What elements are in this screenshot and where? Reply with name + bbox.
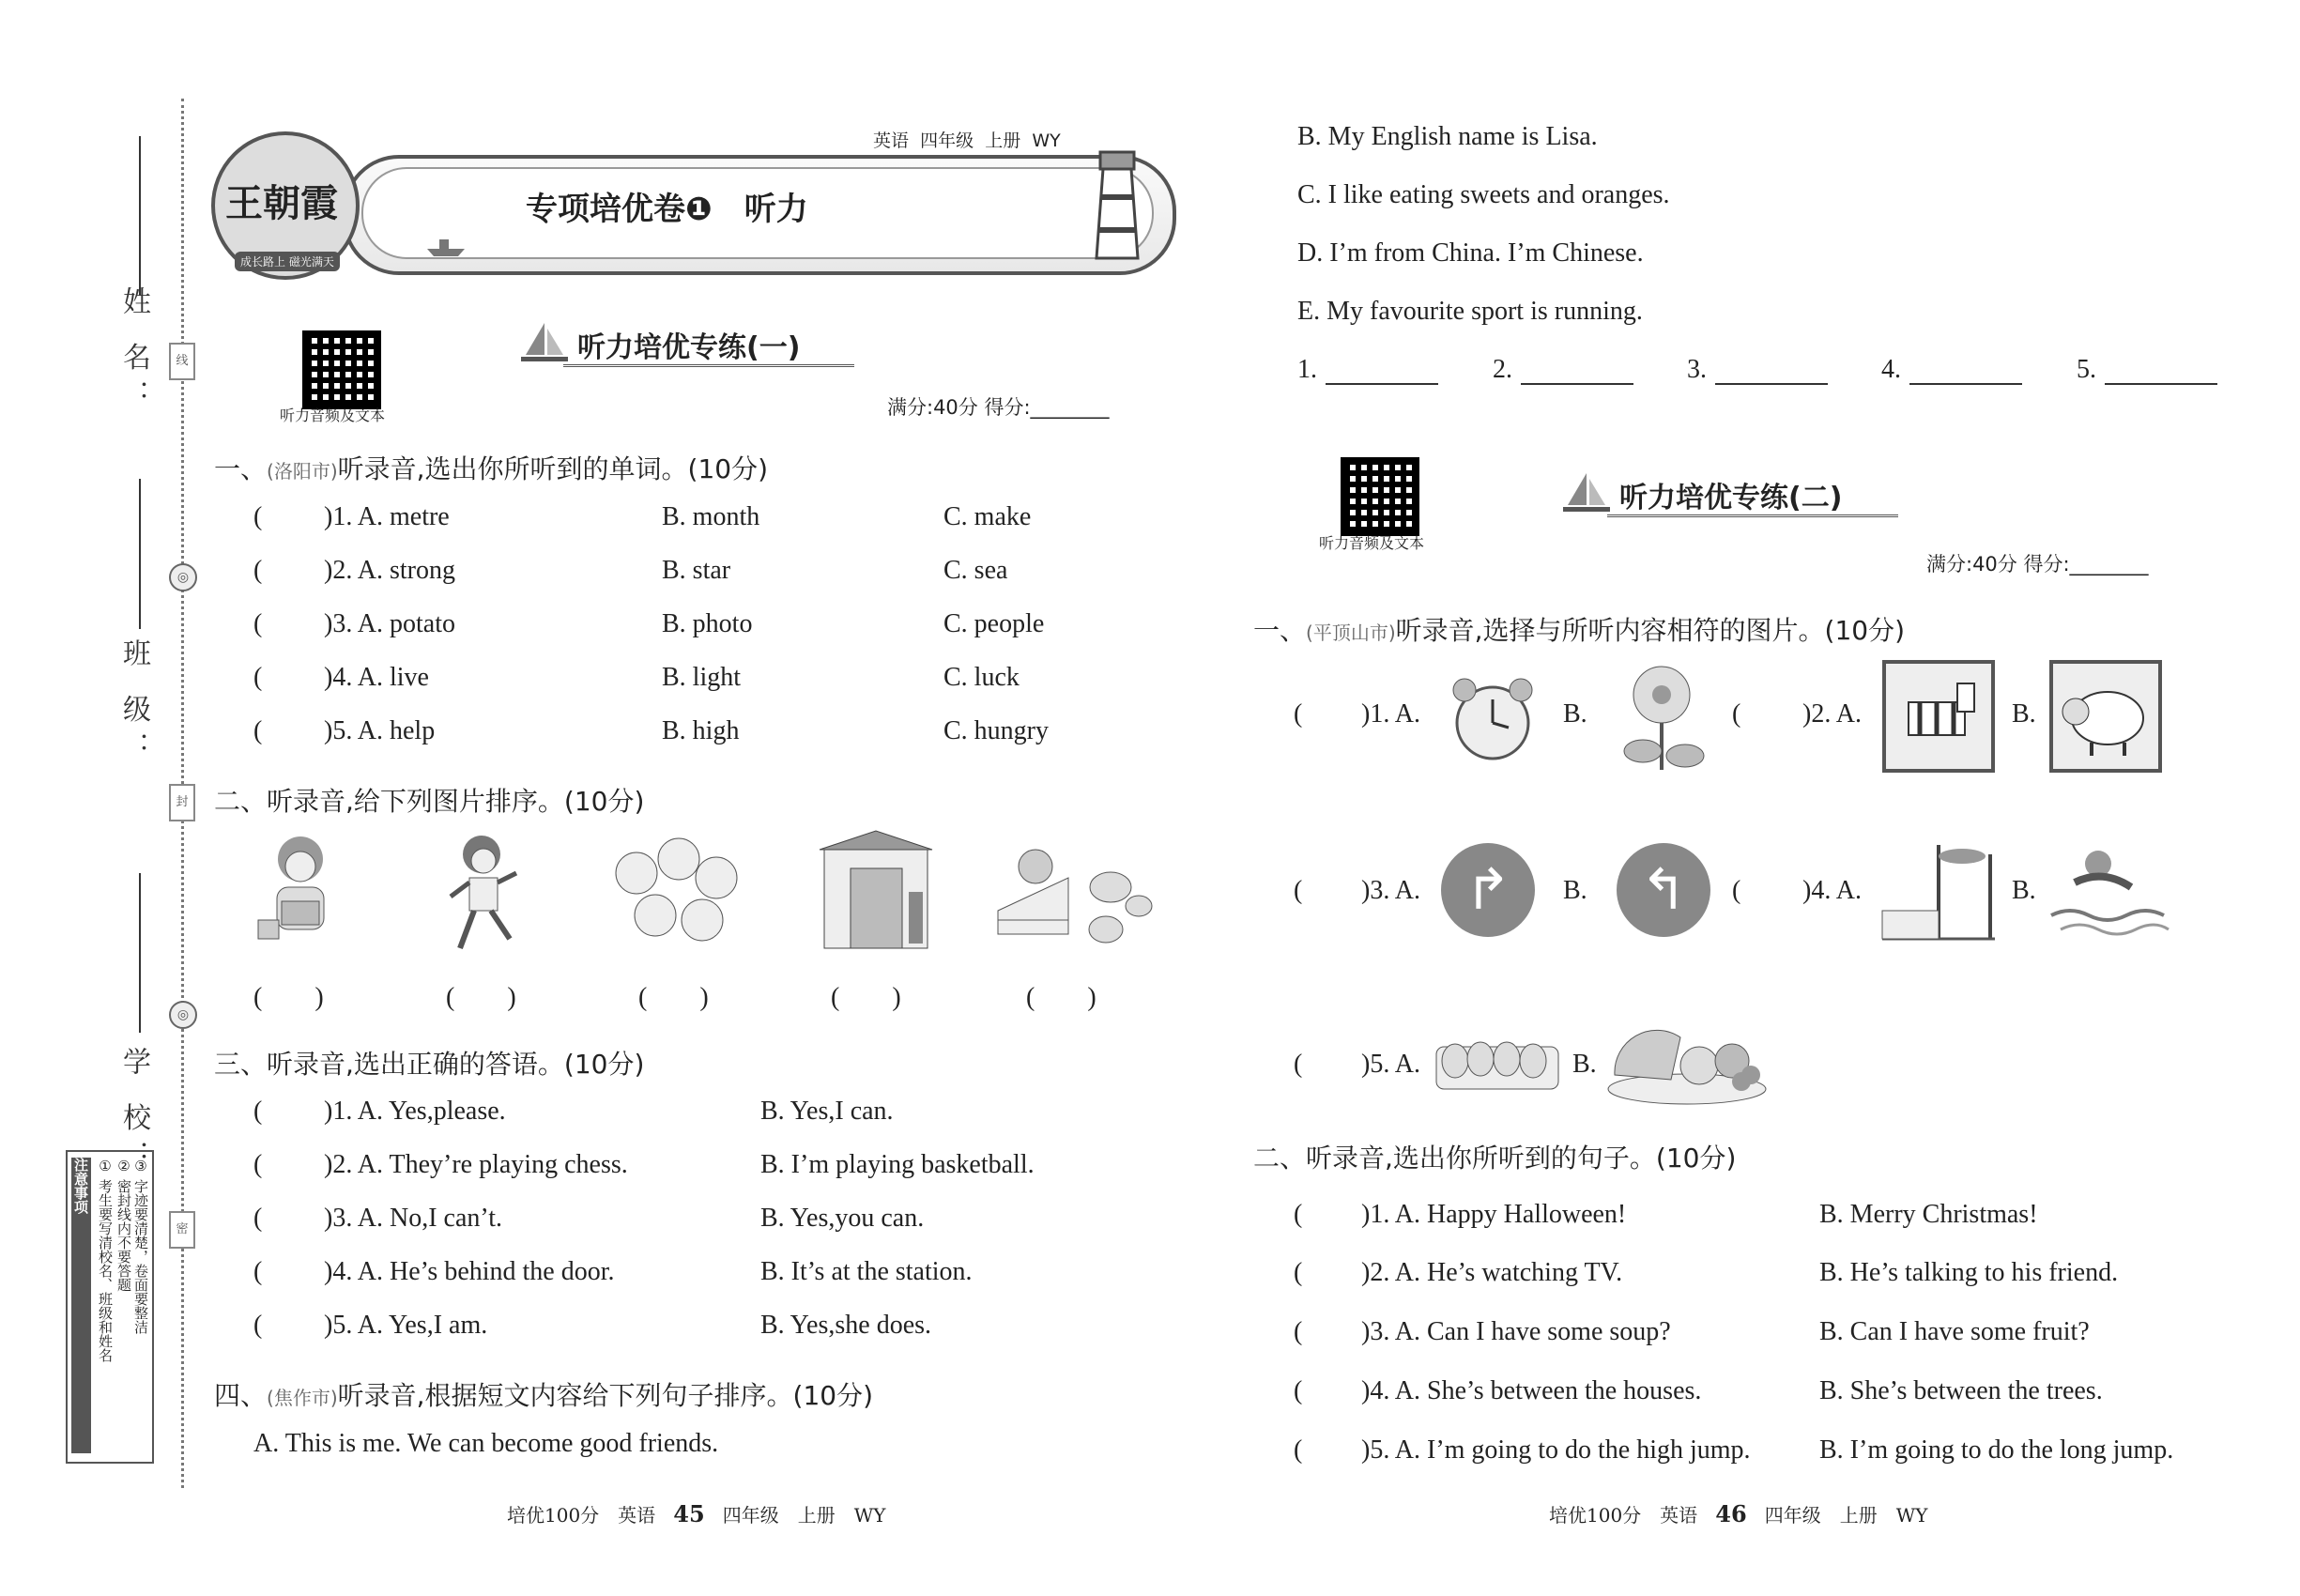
flower-picture	[1610, 657, 1713, 775]
section-underline	[1607, 514, 1898, 517]
high-jump-picture	[1878, 836, 2000, 953]
girl-reading-picture	[249, 831, 347, 953]
passage-sentence: C. I like eating sweets and oranges.	[1297, 180, 1670, 209]
cake-and-candy-picture	[993, 840, 1153, 948]
sheep-picture	[2049, 660, 2162, 773]
name-label: 姓 名：	[117, 286, 150, 418]
seal-mark-mi: 密	[169, 1211, 195, 1249]
meta-volume: 上册	[985, 130, 1021, 151]
answer-field[interactable]	[1909, 383, 2022, 385]
question-1-heading: 一、(洛阳市)听录音,选出你所听到的单词。(10分)	[214, 453, 769, 484]
answer-field[interactable]	[1715, 383, 1828, 385]
alarm-clock-picture	[1441, 671, 1544, 765]
answer-paren[interactable]: (	[1732, 876, 1741, 905]
header-meta	[873, 127, 1061, 152]
item-label: B.	[2012, 699, 2036, 729]
swimming-picture	[2047, 840, 2173, 944]
order-blank[interactable]: ( )	[446, 983, 516, 1012]
answer-paren[interactable]: (	[1294, 876, 1303, 905]
qr-caption: 听力音频及文本	[1319, 534, 1425, 552]
answer-paren[interactable]: (	[1294, 1200, 1303, 1229]
section-title-2: 听力培优专练(二)	[1619, 482, 1843, 514]
eggs-picture	[1432, 1033, 1563, 1094]
sailboat-icon	[521, 321, 568, 363]
item-label: )2. A.	[1802, 699, 1862, 729]
question-2-heading: 二、听录音,给下列图片排序。(10分)	[214, 786, 645, 817]
section-underline	[563, 364, 854, 367]
fruit-plate-picture	[1605, 1023, 1770, 1108]
answer-field[interactable]	[1326, 383, 1438, 385]
qr-code[interactable]	[1341, 457, 1419, 536]
answer-field[interactable]	[1521, 383, 1633, 385]
answer-paren[interactable]: (	[1732, 699, 1741, 729]
answer-paren[interactable]: (	[1294, 1317, 1303, 1346]
turn-right-icon: ↱	[1441, 843, 1535, 937]
answer-paren[interactable]: (	[253, 556, 263, 585]
notice-title: 注意事项	[71, 1158, 91, 1453]
class-label: 班 级：	[117, 638, 150, 770]
order-blank[interactable]: ( )	[638, 983, 709, 1012]
score-line: 满分:40分 得分:________	[887, 396, 1110, 419]
shop-doorway-picture	[815, 826, 937, 953]
item-label: B.	[1563, 876, 1587, 905]
page-number: 46	[1715, 1500, 1747, 1527]
score-line: 满分:40分 得分:________	[1926, 553, 2149, 575]
logo-slogan: 成长路上 磁光满天	[235, 252, 340, 271]
answer-paren[interactable]: (	[253, 716, 263, 745]
item-label: B.	[1572, 1050, 1597, 1079]
qr-caption: 听力音频及文本	[280, 407, 386, 424]
question-4-heading: 四、(焦作市)听录音,根据短文内容给下列句子排序。(10分)	[214, 1380, 874, 1411]
answer-paren[interactable]: (	[253, 1311, 263, 1340]
order-blank[interactable]: ( )	[1026, 983, 1096, 1012]
meta-grade: 四年级	[920, 130, 974, 151]
binding-hole-2: ◎	[169, 1001, 197, 1029]
answer-paren[interactable]: (	[253, 1097, 263, 1126]
sailboat-icon	[1563, 471, 1610, 514]
item-label: B.	[2012, 876, 2036, 905]
notice-item: ③ 字迹要清楚，卷面要整洁	[132, 1158, 149, 1334]
seal-mark-xian: 线	[169, 343, 195, 380]
school-label: 学 校：	[117, 1047, 150, 1178]
city-tag: (焦作市)	[267, 1387, 338, 1409]
order-blank[interactable]: ( )	[831, 983, 901, 1012]
notice-item: ① 考生要写清校名、班级和姓名	[97, 1158, 114, 1362]
page-number: 45	[673, 1500, 705, 1527]
item-label: )5. A.	[1361, 1050, 1420, 1079]
answer-paren[interactable]: (	[253, 663, 263, 692]
answer-paren[interactable]: (	[253, 609, 263, 638]
page-title: 专项培优卷❶ 听力	[526, 191, 808, 228]
school-field[interactable]	[139, 873, 141, 1033]
boy-running-picture	[437, 831, 530, 958]
name-field[interactable]	[139, 136, 141, 296]
question-3-heading: 三、听录音,选出正确的答语。(10分)	[214, 1049, 645, 1080]
answer-paren[interactable]: (	[1294, 699, 1303, 729]
answer-paren[interactable]: (	[1294, 1050, 1303, 1079]
notice-box	[66, 1150, 154, 1464]
ship-icon	[422, 235, 469, 258]
item-label: )4. A.	[1802, 876, 1862, 905]
qr-code[interactable]	[302, 330, 381, 409]
lighthouse-icon	[1080, 141, 1155, 263]
answer-paren[interactable]: (	[253, 1257, 263, 1286]
zebra-picture	[1882, 660, 1995, 773]
logo-text: 王朝霞	[225, 181, 338, 225]
answer-paren[interactable]: (	[1294, 1376, 1303, 1405]
binding-hole-1: ◎	[169, 563, 197, 591]
passage-sentence: E. My favourite sport is running.	[1297, 297, 1643, 326]
turn-left-icon: ↰	[1617, 843, 1710, 937]
footer-left: 培优100分 英语 45 四年级 上册 WY	[507, 1500, 886, 1527]
item-label: )1. A.	[1361, 699, 1420, 729]
footer-right: 培优100分 英语 46 四年级 上册 WY	[1549, 1500, 1928, 1527]
chicks-picture	[608, 831, 744, 953]
meta-edition: WY	[1032, 130, 1061, 151]
meta-subject: 英语	[873, 130, 910, 151]
passage-sentence: B. My English name is Lisa.	[1297, 122, 1598, 151]
question-2-heading: 二、听录音,选出你所听到的句子。(10分)	[1253, 1143, 1737, 1174]
notice-item: ② 密封线内不要答题	[115, 1158, 132, 1292]
passage-sentence: A. This is me. We can become good friends.	[253, 1429, 719, 1458]
class-field[interactable]	[139, 479, 141, 629]
answer-paren[interactable]: (	[253, 1204, 263, 1233]
answer-paren[interactable]: (	[253, 1150, 263, 1179]
order-blank[interactable]: ( )	[253, 983, 324, 1012]
city-tag: (平顶山市)	[1306, 622, 1396, 644]
question-1-heading: 一、(平顶山市)听录音,选择与所听内容相符的图片。(10分)	[1253, 615, 1906, 646]
item-label: )3. A.	[1361, 876, 1420, 905]
city-tag: (洛阳市)	[267, 460, 338, 483]
answer-paren[interactable]: (	[1294, 1435, 1303, 1465]
answer-field[interactable]	[2105, 383, 2217, 385]
passage-sentence: D. I’m from China. I’m Chinese.	[1297, 238, 1644, 268]
item-label: B.	[1563, 699, 1587, 729]
answer-paren[interactable]: (	[1294, 1258, 1303, 1287]
section-title-1: 听力培优专练(一)	[577, 331, 801, 364]
answer-paren[interactable]: (	[253, 502, 263, 531]
seal-mark-feng: 封	[169, 784, 195, 821]
